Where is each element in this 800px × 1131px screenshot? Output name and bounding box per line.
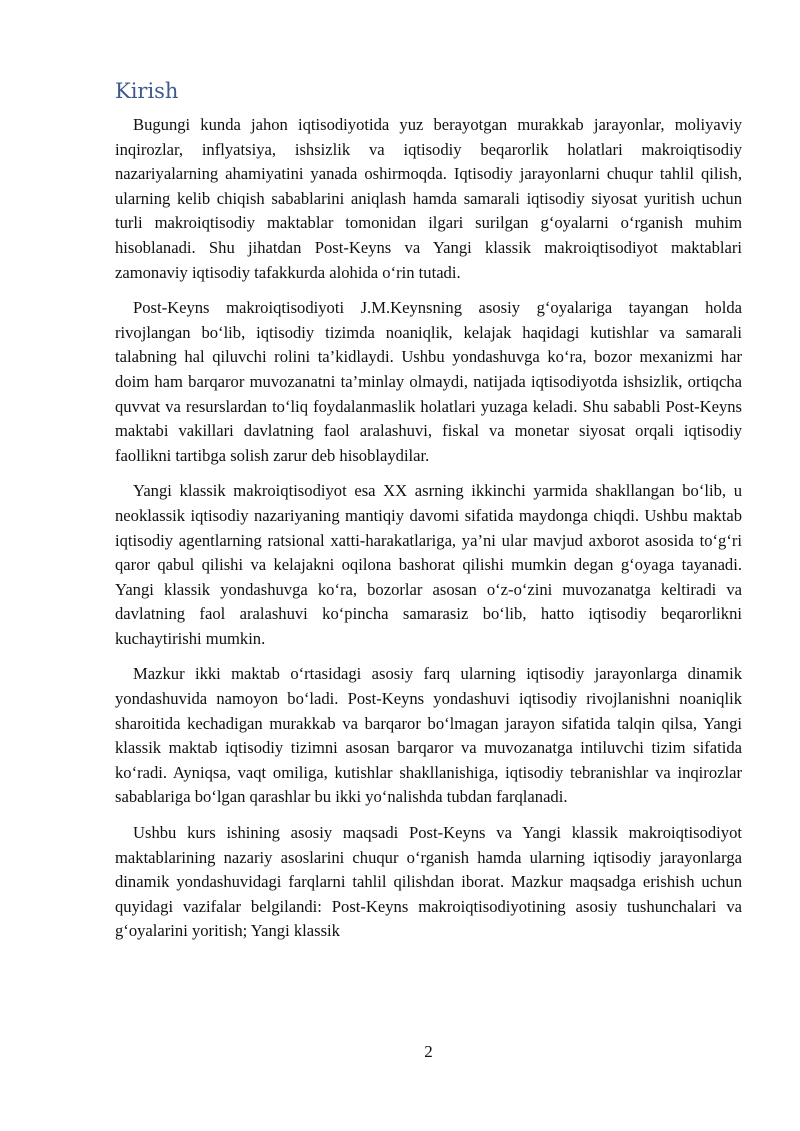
paragraph: Post-Keyns makroiqtisodiyoti J.M.Keynsning asosiy g‘oyalariga tayangan holda rivojlangan bo‘lib, iqtisodiy tizimda noaniqlik, kelajak haqidagi kutishlar va samarali talabning hal qiluvchi rolini ta’kidlaydi. Ushbu yondashuvga ko‘ra, bozor mexanizmi har doim ham barqaror muvozanatni ta’minlay olmaydi, natijada iqtisodiyotda ishsizlik, ortiqcha quvvat va resurslardan to‘liq foydalanmaslik holatlari yuzaga keladi. Shu sababli Post-Keyns maktabi vakillari davlatning faol aralashuvi, fiskal va monetar siyosat orqali iqtisodiy faollikni tartibga solish zarur deb hisoblaydilar. bbox=[115, 298, 742, 465]
paragraph: Yangi klassik makroiqtisodiyot esa XX asrning ikkinchi yarmida shakllangan bo‘lib, u neoklassik iqtisodiy nazariyaning mantiqiy davomi sifatida maydonga chiqdi. Ushbu maktab iqtisodiy agentlarning ratsional xatti-harakatlariga, ya’ni ular mavjud axborot asosida to‘g‘ri qaror qabul qilishi va kelajakni oqilona bashorat qilishi mumkin degan g‘oyaga tayanadi. Yangi klassik yondashuvga ko‘ra, bozorlar asosan o‘z-o‘zini muvozanatga keltiradi va davlatning faol aralashuvi ko‘pincha samarasiz bo‘lib, hatto iqtisodiy beqarorlikni kuchaytirishi mumkin. bbox=[115, 481, 742, 648]
paragraph: Ushbu kurs ishining asosiy maqsadi Post-Keyns va Yangi klassik makroiqtisodiyot maktablarining nazariy asoslarini chuqur o‘rganish hamda ularning iqtisodiy jarayonlarga dinamik yondashuvidagi farqlarni tahlil qilishdan iborat. Mazkur maqsadga erishish uchun quyidagi vazifalar belgilandi: Post-Keyns makroiqtisodiyotining asosiy tushunchalari va g‘oyalarini yoritish; Yangi klassik bbox=[115, 823, 742, 941]
body-text bbox=[115, 113, 742, 955]
section-heading: Kirish bbox=[115, 79, 179, 103]
page-number: 2 bbox=[424, 1042, 433, 1061]
paragraph: Bugungi kunda jahon iqtisodiyotida yuz berayotgan murakkab jarayonlar, moliyaviy inqirozlar, inflyatsiya, ishsizlik va iqtisodiy beqarorlik holatlari makroiqtisodiy nazariyalarning ahamiyatini yanada oshirmoqda. Iqtisodiy jarayonlarni chuqur tahlil qilish, ularning kelib chiqish sabablarini aniqlash hamda samarali iqtisodiy siyosat yuritish uchun turli makroiqtisodiy maktablar tomonidan ilgari surilgan g‘oyalarni o‘rganish muhim hisoblanadi. Shu jihatdan Post-Keyns va Yangi klassik makroiqtisodiyot maktablari zamonaviy iqtisodiy tafakkurda alohida o‘rin tutadi. bbox=[115, 115, 742, 282]
paragraph: Mazkur ikki maktab o‘rtasidagi asosiy farq ularning iqtisodiy jarayonlarga dinamik yondashuvida namoyon bo‘ladi. Post-Keyns yondashuvi iqtisodiy rivojlanishni noaniqlik sharoitida kechadigan murakkab va barqaror bo‘lmagan jarayon sifatida talqin qilsa, Yangi klassik maktab iqtisodiy tizimni asosan barqaror va muvozanatga intiluvchi tizim sifatida ko‘radi. Ayniqsa, vaqt omiliga, kutishlar shakllanishiga, iqtisodiy tebranishlar va inqirozlar sabablariga bo‘lgan qarashlar bu ikki yo‘nalishda tubdan farqlanadi. bbox=[115, 664, 742, 807]
